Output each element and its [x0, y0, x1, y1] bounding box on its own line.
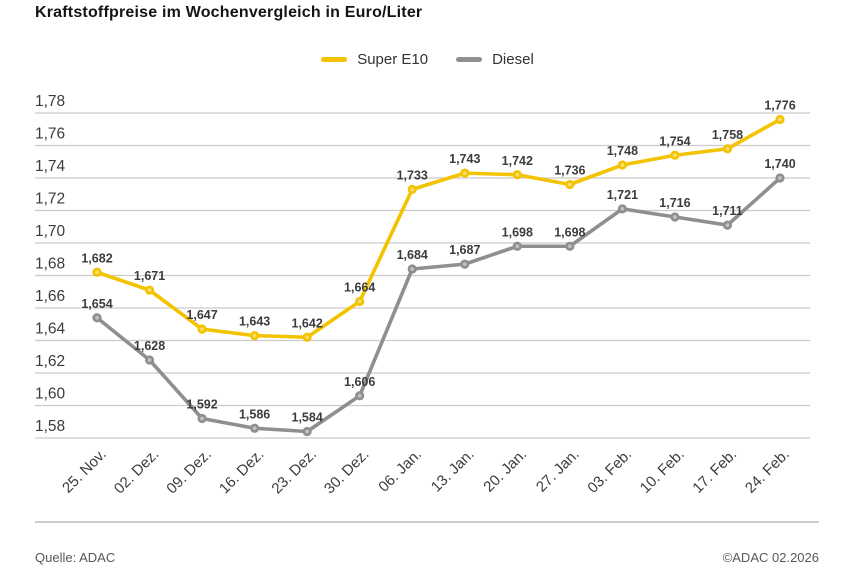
data-point-label-super-e10: 1,642 [291, 316, 323, 331]
chart-title: Kraftstoffpreise im Wochenvergleich in Euro/Liter [35, 4, 423, 21]
x-tick-label: 02. Dez. [110, 445, 163, 498]
y-tick-label: 1,66 [35, 288, 66, 305]
data-point-center-super-e10 [620, 163, 624, 167]
y-tick-label: 1,72 [35, 190, 66, 208]
x-tick-label: 06. Jan. [375, 445, 426, 496]
data-point-label-diesel: 1,586 [238, 407, 271, 422]
data-point-label-super-e10: 1,742 [501, 153, 533, 168]
y-tick-label: 1,60 [35, 385, 66, 403]
data-point-label-diesel: 1,716 [659, 196, 691, 210]
data-point-label-super-e10: 1,776 [764, 98, 796, 113]
data-point-center-diesel [463, 262, 467, 266]
data-point-center-super-e10 [568, 183, 572, 187]
data-point-center-diesel [568, 244, 572, 248]
data-point-label-diesel: 1,721 [606, 187, 639, 202]
x-tick-label: 25. Nov. [59, 445, 110, 497]
data-point-label-diesel: 1,584 [291, 410, 323, 425]
data-point-center-diesel [305, 430, 309, 434]
data-point-center-super-e10 [253, 334, 257, 338]
x-tick-label: 03. Feb. [584, 445, 636, 497]
y-tick-label: 1,62 [35, 353, 66, 370]
x-tick-label: 27. Jan. [532, 445, 583, 496]
x-tick-label: 16. Dez. [215, 445, 268, 498]
copyright-label: ©ADAC 02.2026 [722, 550, 819, 565]
y-tick-label: 1,64 [35, 320, 66, 338]
data-point-label-diesel: 1,698 [501, 225, 533, 240]
data-point-center-diesel [200, 417, 204, 421]
footer-divider [35, 521, 819, 523]
data-point-label-super-e10: 1,647 [186, 308, 218, 323]
data-point-label-diesel: 1,628 [133, 339, 166, 353]
data-point-label-diesel: 1,606 [344, 374, 376, 389]
data-point-center-super-e10 [200, 327, 204, 331]
y-tick-label: 1,68 [35, 255, 66, 273]
data-point-label-super-e10: 1,736 [554, 163, 586, 178]
data-point-label-super-e10: 1,671 [133, 269, 166, 284]
x-tick-label: 17. Feb. [689, 445, 741, 497]
data-point-center-super-e10 [148, 288, 152, 292]
y-tick-label: 1,58 [35, 418, 66, 435]
data-point-label-super-e10: 1,664 [344, 280, 376, 295]
y-tick-label: 1,74 [35, 158, 66, 175]
data-point-label-super-e10: 1,733 [396, 168, 428, 183]
data-point-label-diesel: 1,698 [554, 225, 586, 240]
data-point-label-diesel: 1,711 [712, 204, 743, 219]
data-point-center-super-e10 [778, 118, 782, 122]
data-point-label-super-e10: 1,643 [238, 314, 271, 329]
chart-footer [35, 550, 819, 565]
x-tick-label: 10. Feb. [636, 445, 688, 497]
data-point-label-super-e10: 1,748 [606, 144, 639, 158]
data-point-center-super-e10 [673, 153, 677, 157]
data-point-center-diesel [726, 223, 730, 227]
source-label: Quelle: ADAC [35, 550, 116, 565]
data-point-label-super-e10: 1,754 [659, 134, 691, 149]
y-tick-label: 1,70 [35, 223, 66, 240]
x-tick-label: 23. Dez. [268, 445, 320, 498]
data-point-center-super-e10 [410, 187, 414, 191]
data-point-label-diesel: 1,687 [449, 243, 481, 258]
x-tick-label: 24. Feb. [741, 445, 793, 497]
x-tick-label: 20. Jan. [480, 445, 531, 496]
legend-label-diesel: Diesel [492, 51, 534, 68]
data-point-label-diesel: 1,684 [396, 248, 428, 262]
data-point-center-super-e10 [305, 335, 309, 339]
data-point-label-super-e10: 1,743 [449, 152, 481, 167]
y-tick-label: 1,78 [35, 93, 66, 110]
legend-label-super-e10: Super E10 [357, 51, 429, 68]
x-tick-label: 30. Dez. [320, 445, 373, 498]
data-point-center-diesel [778, 176, 782, 180]
data-point-center-super-e10 [515, 173, 519, 177]
y-tick-label: 1,76 [35, 125, 66, 143]
data-point-label-diesel: 1,740 [764, 157, 796, 171]
x-tick-label: 13. Jan. [427, 445, 478, 496]
data-point-center-super-e10 [358, 300, 362, 304]
data-point-label-diesel: 1,592 [186, 397, 218, 412]
data-point-label-super-e10: 1,758 [711, 127, 744, 142]
data-point-center-diesel [515, 244, 519, 248]
data-point-center-diesel [410, 267, 414, 271]
data-point-center-diesel [358, 394, 362, 398]
data-point-center-super-e10 [95, 270, 99, 274]
data-point-label-super-e10: 1,682 [81, 251, 113, 266]
data-point-center-super-e10 [463, 171, 467, 175]
data-point-center-diesel [148, 358, 152, 362]
data-point-center-super-e10 [726, 147, 730, 151]
data-point-center-diesel [673, 215, 677, 219]
data-point-center-diesel [620, 207, 624, 211]
data-point-label-diesel: 1,654 [81, 296, 113, 311]
data-point-center-diesel [253, 426, 257, 430]
x-tick-label: 09. Dez. [163, 445, 215, 498]
data-point-center-diesel [95, 316, 99, 320]
